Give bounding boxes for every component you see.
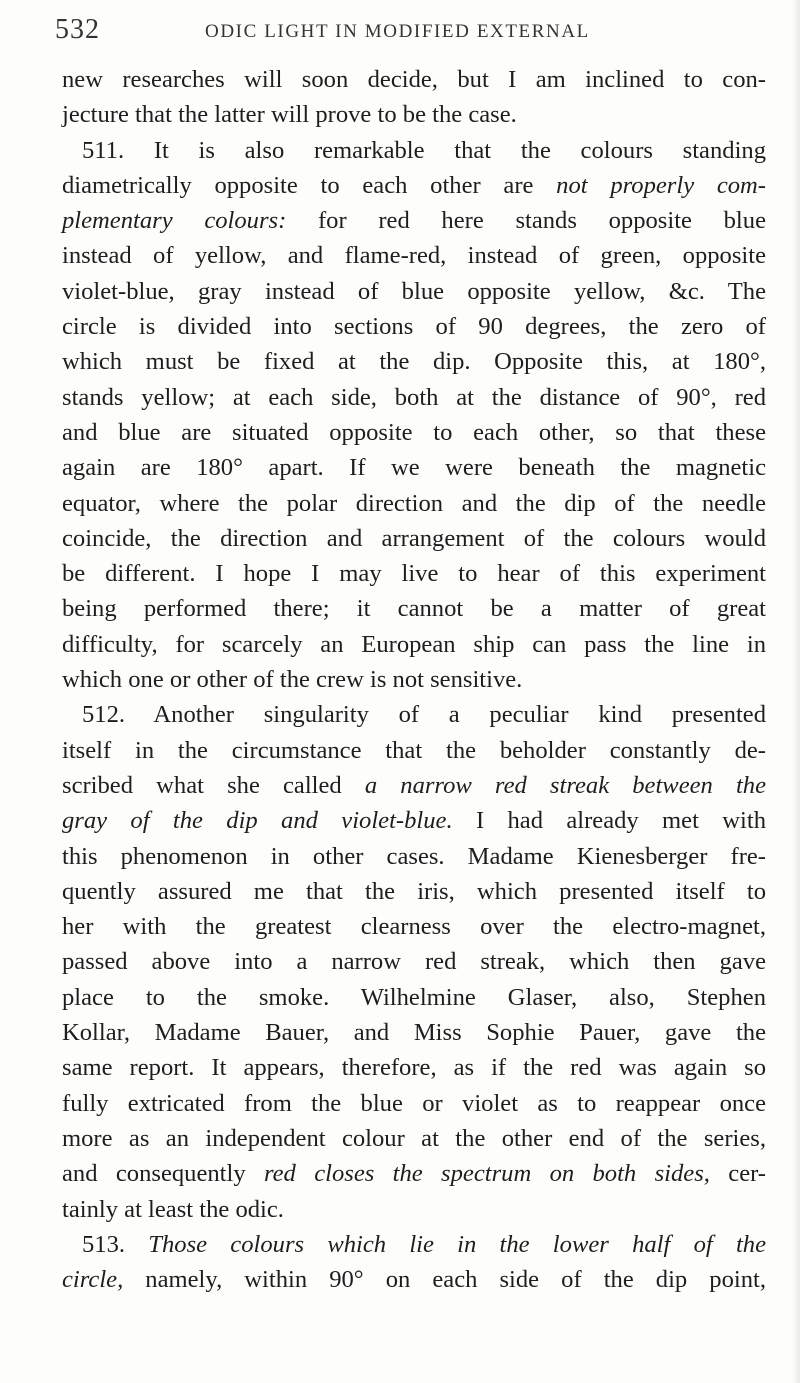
text-line: gray of the dip and violet-blue. I had already met with bbox=[62, 807, 766, 835]
body-text bbox=[62, 62, 766, 1297]
text-line: and blue are situated opposite to each other, so that these bbox=[62, 418, 766, 446]
text-line: again are 180° apart. If we were beneath the magnetic bbox=[62, 454, 766, 482]
italic-phrase: a narrow red streak between the bbox=[364, 771, 766, 799]
italic-phrase: plementary colours: bbox=[62, 207, 287, 235]
text-line: passed above into a narrow red streak, which then gave bbox=[62, 948, 766, 976]
italic-phrase: gray of the dip and violet-blue. bbox=[62, 807, 453, 835]
italic-phrase: Those colours which lie in the lower half of the bbox=[148, 1230, 767, 1258]
paragraph-512-start: 512. Another singularity of a peculiar kind presented bbox=[82, 701, 766, 729]
italic-phrase: circle, bbox=[62, 1266, 124, 1294]
italic-phrase: not properly com- bbox=[556, 171, 766, 199]
running-head: ODIC LIGHT IN MODIFIED EXTERNAL bbox=[205, 21, 590, 42]
text-line: which one or other of the crew is not sensitive. bbox=[62, 666, 523, 694]
text-line: being performed there; it cannot be a matter of great bbox=[62, 595, 766, 623]
text-line: her with the greatest clearness over the electro-magnet, bbox=[62, 913, 766, 941]
paragraph-511-start: 511. It is also remarkable that the colours standing bbox=[82, 136, 766, 164]
text-line: new researches will soon decide, but I am inclined to con- bbox=[62, 66, 766, 93]
text-line: fully extricated from the blue or violet as to reappear once bbox=[62, 1089, 766, 1117]
text-line: coincide, the direction and arrangement of the colours would bbox=[62, 524, 766, 552]
text-line: Kollar, Madame Bauer, and Miss Sophie Pauer, gave the bbox=[62, 1019, 766, 1047]
text-line: more as an independent colour at the other end of the series, bbox=[62, 1124, 766, 1152]
text-line: this phenomenon in other cases. Madame Kienesberger fre- bbox=[62, 842, 766, 870]
text-line: plementary colours: for red here stands opposite blue bbox=[62, 207, 766, 235]
text-line: equator, where the polar direction and the dip of the needle bbox=[62, 489, 766, 517]
text-line: violet-blue, gray instead of blue opposite yellow, &c. The bbox=[62, 277, 766, 305]
text-line: and consequently red closes the spectrum on both sides, cer- bbox=[62, 1160, 766, 1188]
text-line: jecture that the latter will prove to be the case. bbox=[62, 101, 517, 129]
page-edge-shadow bbox=[792, 0, 800, 1383]
page-number: 532 bbox=[55, 14, 100, 45]
text-line: same report. It appears, therefore, as if the red was again so bbox=[62, 1054, 766, 1082]
text-line: which must be fixed at the dip. Opposite this, at 180°, bbox=[62, 348, 766, 376]
text-line: diametrically opposite to each other are not properly com- bbox=[62, 171, 766, 199]
page-header bbox=[55, 14, 755, 64]
italic-phrase: red closes the spectrum on both sides, bbox=[263, 1160, 710, 1188]
text-line: circle is divided into sections of 90 degrees, the zero of bbox=[62, 313, 766, 341]
text-line: stands yellow; at each side, both at the distance of 90°, red bbox=[62, 383, 766, 411]
text-line: difficulty, for scarcely an European ship can pass the line in bbox=[62, 630, 766, 658]
text-line: tainly at least the odic. bbox=[62, 1195, 284, 1223]
text-line: itself in the circumstance that the beholder constantly de- bbox=[62, 736, 766, 764]
text-line: scribed what she called a narrow red streak between the bbox=[62, 771, 766, 799]
text-line: circle, namely, within 90° on each side of the dip point, bbox=[62, 1266, 766, 1294]
text-line: instead of yellow, and flame-red, instead of green, opposite bbox=[62, 242, 766, 270]
paragraph-513-start: 513. Those colours which lie in the lower half of the bbox=[82, 1230, 767, 1258]
text-line: be different. I hope I may live to hear of this experiment bbox=[62, 560, 766, 588]
text-line: quently assured me that the iris, which presented itself to bbox=[62, 877, 766, 905]
text-line: place to the smoke. Wilhelmine Glaser, also, Stephen bbox=[62, 983, 766, 1011]
